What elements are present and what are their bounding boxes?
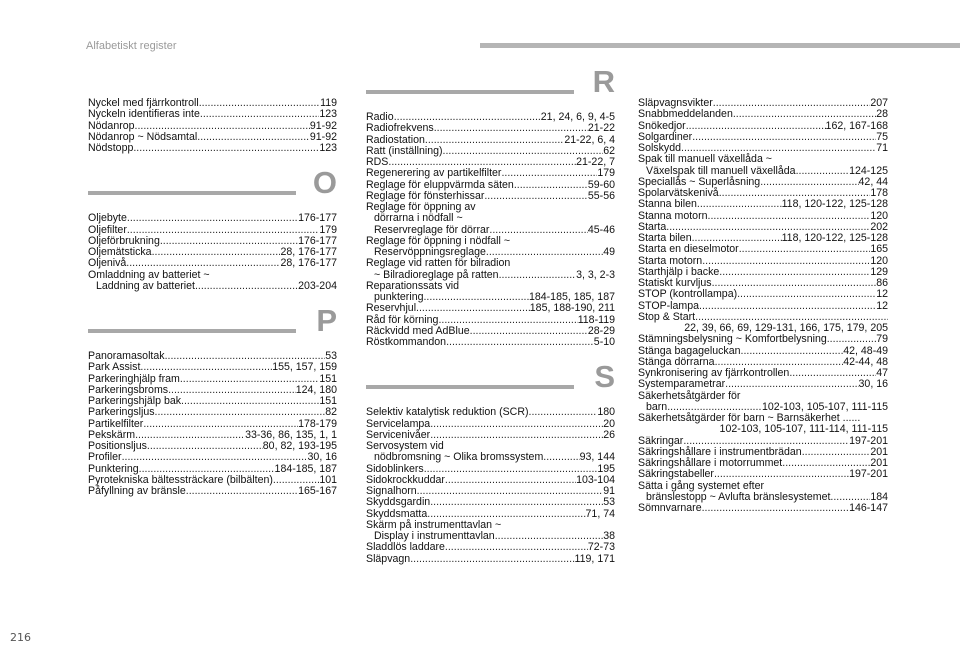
index-pages: 21-22, 7 — [576, 156, 615, 168]
index-term: Reglage för fönsterhissar — [366, 189, 485, 202]
index-pages: 201 — [870, 457, 888, 469]
index-pages: 201 — [870, 445, 888, 458]
dot-leader — [719, 267, 870, 278]
index-pages: 21, 24, 6, 9, 4-5 — [540, 111, 615, 123]
dot-leader — [147, 441, 263, 452]
index-term: Reglage för eluppvärmda säten — [366, 178, 514, 191]
index-term: Stämningsbelysning ~ Komfortbelysning — [638, 333, 827, 346]
index-term: STOP-lampa — [638, 299, 700, 312]
index-term: Panoramasoltak — [88, 350, 165, 362]
index-pages: 179 — [597, 167, 615, 180]
header-title: Alfabetiskt register — [86, 40, 177, 52]
index-entry: Reglage för öppning i nödfall ~ — [366, 234, 511, 247]
index-pages: 20 — [603, 417, 615, 430]
index-term: Starta motorn — [638, 254, 703, 267]
index-entry — [366, 452, 615, 463]
index-pages: 42, 44 — [858, 175, 888, 188]
section-letter: S — [594, 359, 615, 395]
index-pages: 42-44, 48 — [843, 355, 888, 368]
index-term: Sidokrockkuddar — [366, 473, 445, 486]
index-pages: 180 — [597, 406, 615, 419]
index-term: Servicenivåer — [366, 428, 431, 441]
index-term: Parkeringsbroms — [88, 383, 169, 396]
index-term: Sidoblinkers — [366, 462, 424, 475]
index-term: Park Assist — [88, 361, 141, 374]
dot-leader — [741, 346, 844, 357]
index-pages: 207 — [870, 97, 888, 109]
index-term: Sömnvarnare — [638, 502, 702, 514]
index-term: Påfyllning av bränsle — [88, 485, 186, 497]
dot-leader — [160, 236, 298, 247]
index-pages: 124-125 — [849, 164, 888, 177]
index-pages: 120 — [870, 209, 888, 222]
index-entry — [88, 281, 337, 292]
dot-leader — [699, 301, 876, 312]
index-term: Säkringshållare i motorrummet — [638, 457, 783, 469]
index-entry — [638, 503, 888, 514]
index-term: punktering — [374, 291, 424, 303]
index-term: Reservöppningsreglage — [374, 246, 486, 258]
index-term: Röstkommandon — [366, 336, 447, 348]
index-pages: 12 — [876, 299, 888, 312]
index-pages: 28, 176-177 — [280, 246, 337, 258]
index-entry — [638, 469, 888, 480]
index-term: Stop & Start — [638, 310, 696, 323]
index-term: STOP (kontrollampa) — [638, 288, 738, 301]
index-pages: 178 — [870, 187, 888, 199]
index-pages: 123 — [319, 142, 337, 154]
index-pages: 162, 167-168 — [825, 119, 888, 132]
index-term: Skyddsgardin — [366, 496, 431, 509]
index-pages: 151 — [319, 395, 337, 407]
index-pages: 120 — [870, 254, 888, 267]
dot-leader — [168, 385, 296, 396]
index-entry: Reparationssats vid — [366, 279, 460, 292]
index-term: Positionsljus — [88, 440, 147, 452]
index-pages: 5-10 — [593, 336, 615, 348]
index-pages: 21-22, 6, 4 — [564, 133, 615, 146]
index-term: Systemparametrar — [638, 378, 726, 391]
index-pages: 72-73 — [587, 541, 615, 554]
dot-leader — [686, 121, 826, 132]
page-number: 216 — [10, 631, 31, 644]
index-term: bränslestopp ~ Avlufta bränslesystemet — [646, 490, 831, 503]
index-entry: Säkerhetsåtgärder för barn ~ Barnsäkerhet ...... — [638, 412, 861, 424]
dot-leader — [514, 180, 588, 191]
dot-leader — [186, 486, 298, 497]
index-pages: 101 — [319, 473, 337, 486]
dot-leader — [423, 292, 529, 303]
index-term: Parkeringsljus — [88, 406, 155, 419]
index-term: barn — [646, 400, 668, 413]
index-pages: 165 — [870, 243, 888, 256]
index-term: Starthjälp i backe — [638, 265, 720, 278]
index-pages: 184-185, 187 — [274, 462, 337, 475]
section-letter: R — [592, 64, 615, 99]
index-pages: 30, 16 — [858, 378, 888, 391]
index-pages: 176-177 — [298, 212, 337, 225]
index-pages: 79 — [876, 333, 888, 346]
dot-leader — [739, 244, 871, 255]
dot-leader — [127, 213, 298, 224]
index-entry: Spak till manuell växellåda ~ — [638, 153, 772, 166]
index-pages: 91 — [603, 485, 615, 497]
section-divider — [366, 90, 574, 94]
index-pages: 91-92 — [309, 119, 337, 132]
index-term: Stänga dörrarna — [638, 355, 715, 368]
index-term: Starta en dieselmotor — [638, 243, 739, 256]
index-term: Skyddsmatta — [366, 507, 428, 520]
index-term: Säkringar — [638, 434, 684, 447]
dot-leader — [725, 379, 858, 390]
dot-leader — [133, 143, 319, 154]
index-entry: Servosystem vid — [366, 440, 444, 452]
index-entry — [366, 542, 615, 553]
index-term: Parkeringshjälp bak — [88, 395, 182, 407]
index-entry: dörrarna i nödfall ~ — [374, 212, 463, 225]
index-pages: 71, 74 — [585, 507, 615, 520]
dot-leader — [445, 542, 588, 553]
index-pages: 118, 120-122, 125-128 — [781, 232, 888, 244]
index-pages: 197-201 — [849, 468, 888, 481]
index-entry — [638, 244, 888, 255]
index-pages: 82 — [325, 406, 337, 419]
index-term: Säkringshållare i instrumentbrädan — [638, 445, 802, 458]
index-term: Spolarvätskenivå — [638, 187, 719, 199]
dot-leader — [135, 430, 245, 441]
index-term: Servicelampa — [366, 417, 431, 430]
index-pages: 195 — [597, 462, 615, 475]
section-divider — [88, 191, 296, 195]
dot-leader — [470, 326, 588, 337]
index-pages: 93, 144 — [579, 451, 615, 464]
index-pages: 185, 188-190, 211 — [529, 302, 615, 315]
dot-leader — [702, 503, 850, 514]
dot-leader — [434, 123, 588, 134]
index-pages: 184-185, 185, 187 — [528, 291, 615, 303]
index-pages: 49 — [603, 246, 615, 258]
index-term: Växelspak till manuell växellåda — [646, 164, 796, 177]
dot-leader — [200, 109, 319, 120]
header-bar — [480, 43, 960, 48]
index-pages: 123 — [319, 108, 337, 121]
index-term: Ratt (inställning) — [366, 144, 443, 157]
index-term: Råd för körning — [366, 313, 439, 326]
dot-leader — [430, 497, 603, 508]
index-entry: Omladdning av batteriet ~ — [88, 268, 210, 281]
index-term: RDS — [366, 156, 389, 168]
index-term: Solgardiner — [638, 130, 693, 143]
index-entry — [88, 486, 337, 497]
index-term: Solskydd — [638, 142, 681, 154]
index-pages: 197-201 — [849, 434, 888, 447]
section-divider — [88, 329, 296, 333]
dot-leader — [697, 199, 782, 210]
index-term: Oljefilter — [88, 223, 127, 236]
dot-leader — [499, 270, 577, 281]
index-pages: 103-104 — [576, 473, 615, 486]
index-pages: 203-204 — [298, 279, 337, 292]
index-entry: Säkerhetsåtgärder för — [638, 389, 741, 402]
index-pages: 146-147 — [849, 502, 888, 514]
dot-leader — [760, 177, 858, 188]
dot-leader — [713, 98, 871, 109]
index-pages: 202 — [870, 220, 888, 233]
index-term: Starta — [638, 220, 667, 233]
section-divider — [366, 385, 574, 389]
index-entry — [366, 123, 615, 134]
index-entry: Skärm på instrumenttavlan ~ — [366, 518, 502, 531]
index-term: Laddning av batteriet — [96, 279, 195, 292]
dot-leader — [714, 469, 849, 480]
index-pages: 124, 180 — [295, 383, 337, 396]
dot-leader — [195, 281, 298, 292]
index-pages: 176-177 — [298, 234, 337, 247]
section-gap — [88, 292, 337, 305]
section-letter: P — [316, 303, 337, 338]
dot-leader — [446, 337, 594, 348]
dot-leader — [416, 303, 530, 314]
index-entry — [88, 452, 337, 463]
index-pages: 86 — [876, 277, 888, 289]
index-term: Nyckel med fjärrkontroll — [88, 97, 199, 109]
index-term: nödbromsning ~ Olika bromssystem — [374, 451, 544, 464]
index-column-middle — [366, 66, 615, 565]
dot-leader — [495, 531, 604, 542]
dot-leader — [430, 419, 603, 430]
index-term: Pyrotekniska bältessträckare (bilbälten) — [88, 473, 273, 486]
index-entry — [638, 211, 888, 222]
index-entry: Reglage vid ratten för bilradion — [366, 257, 511, 270]
index-entry — [88, 109, 337, 120]
index-entry-pages: 22, 39, 66, 69, 129-131, 166, 175, 179, 205 — [684, 322, 888, 334]
dot-leader — [484, 191, 588, 202]
index-pages: 165-167 — [298, 485, 337, 497]
index-entry — [638, 379, 888, 390]
index-pages: 151 — [319, 372, 337, 385]
dot-leader — [702, 256, 870, 267]
dot-leader — [410, 554, 574, 565]
index-entry — [88, 407, 337, 418]
index-term: Radiostation — [366, 133, 425, 146]
index-term: Oljenivå — [88, 257, 127, 270]
index-pages: 118-119 — [577, 313, 615, 326]
index-entry — [366, 168, 615, 179]
index-term: Reservhjul — [366, 302, 417, 315]
index-pages: 28-29 — [587, 324, 615, 337]
index-term: Pekskärm — [88, 428, 136, 441]
dot-leader — [529, 407, 598, 418]
index-pages: 102-103, 105-107, 111-115 — [761, 400, 888, 413]
dot-leader — [122, 452, 308, 463]
dot-leader — [737, 289, 876, 300]
index-pages: 179 — [319, 223, 337, 236]
index-pages: 26 — [603, 428, 615, 441]
index-pages: 184 — [870, 490, 888, 503]
index-pages: 59-60 — [587, 178, 615, 191]
index-term: Punktering — [88, 462, 139, 475]
index-entry — [638, 289, 888, 300]
dot-leader — [543, 452, 579, 463]
index-entry — [638, 199, 888, 210]
index-column-right — [638, 98, 888, 514]
index-term: Reservreglage för dörrar — [374, 223, 490, 236]
index-entry — [366, 337, 615, 348]
index-entry: Sätta i gång systemet efter — [638, 479, 765, 492]
index-pages: 38 — [603, 530, 615, 542]
index-pages: 80, 82, 193-195 — [262, 440, 337, 452]
index-pages: 53 — [603, 496, 615, 509]
index-term: Säkringstabeller — [638, 468, 714, 481]
dot-leader — [796, 166, 850, 177]
section-letter: O — [312, 165, 337, 201]
index-pages: 119 — [320, 97, 337, 109]
section-gap — [88, 154, 337, 167]
index-term: Oljeförbrukning — [88, 234, 160, 247]
index-pages: 21-22 — [587, 122, 615, 135]
index-term: Selektiv katalytisk reduktion (SCR) — [366, 406, 529, 419]
index-entry — [88, 441, 337, 452]
index-term: Släpvagnsvikter — [638, 97, 713, 109]
index-pages: 12 — [876, 288, 888, 301]
index-pages: 30, 16 — [307, 451, 337, 464]
index-pages: 28, 176-177 — [280, 257, 337, 270]
section-header — [88, 167, 337, 211]
index-term: Nödanrop — [88, 119, 135, 132]
index-entry — [366, 497, 615, 508]
index-pages: 55-56 — [587, 189, 615, 202]
index-pages: 91-92 — [309, 130, 337, 143]
dot-leader — [708, 211, 871, 222]
index-pages: 118, 120-122, 125-128 — [781, 198, 888, 211]
index-entry: Reglage för öppning av — [366, 201, 476, 213]
index-term: Speciallås ~ Superlåsning — [638, 175, 761, 188]
dot-leader — [424, 464, 598, 475]
index-term: Statiskt kurvljus — [638, 277, 712, 289]
dot-leader — [199, 98, 320, 109]
section-header — [366, 66, 615, 110]
index-term: Nödstopp — [88, 142, 134, 154]
dot-leader — [155, 407, 326, 418]
index-term: Synkronisering av fjärrkontrollen — [638, 367, 790, 379]
index-term: Sladdlös laddare — [366, 541, 445, 554]
index-term: Regenerering av partikelfilter — [366, 167, 502, 180]
dot-leader — [827, 334, 876, 345]
dot-leader — [417, 486, 604, 497]
index-term: ~ Bilradioreglage på ratten — [374, 268, 499, 281]
index-term: Räckvidd med AdBlue — [366, 324, 470, 337]
dot-leader — [425, 135, 564, 146]
index-term: Oljemätsticka — [88, 246, 152, 258]
dot-leader — [197, 132, 310, 143]
index-term: Stanna bilen — [638, 198, 697, 211]
index-entry — [88, 258, 337, 269]
index-term: Snökedjor — [638, 119, 686, 132]
section-header — [88, 305, 337, 349]
index-pages: 3, 3, 2-3 — [576, 268, 615, 281]
index-term: Släpvagn — [366, 552, 411, 565]
index-entry — [638, 334, 888, 345]
index-column-left — [88, 98, 337, 497]
index-term: Oljebyte — [88, 212, 127, 225]
index-entry — [366, 407, 615, 418]
index-entry — [88, 143, 337, 154]
dot-leader — [430, 430, 603, 441]
index-term: Stanna motorn — [638, 209, 708, 222]
index-pages: 47 — [876, 367, 888, 379]
dot-leader — [445, 475, 576, 486]
dot-leader — [152, 247, 281, 258]
index-pages: 45-46 — [587, 223, 615, 236]
index-term: Radiofrekvens — [366, 122, 434, 135]
index-term: Parkeringhjälp fram — [88, 372, 180, 385]
index-term: Radio — [366, 111, 394, 123]
index-pages: 42, 48-49 — [843, 344, 888, 357]
index-entry — [88, 213, 337, 224]
dot-leader — [802, 447, 871, 458]
index-entry — [638, 109, 888, 120]
index-entry — [366, 303, 615, 314]
dot-leader — [140, 362, 272, 373]
dot-leader — [126, 258, 280, 269]
index-pages: 75 — [876, 130, 888, 143]
dot-leader — [181, 396, 319, 407]
index-pages: 71 — [876, 142, 888, 154]
index-term: Snabbmeddelanden — [638, 108, 733, 121]
index-term: Nyckeln identifieras inte — [88, 108, 200, 121]
index-term: Signalhorn — [366, 485, 417, 497]
index-term: Starta bilen — [638, 232, 692, 244]
index-term: Display i instrumenttavlan — [374, 530, 495, 542]
index-pages: 33-36, 86, 135, 1, 1 — [245, 428, 337, 441]
index-term: Nödanrop ~ Nödsamtal — [88, 130, 198, 143]
dot-leader — [501, 168, 597, 179]
index-term: Partikelfilter — [88, 417, 144, 430]
index-pages: 28 — [876, 108, 888, 121]
section-gap — [366, 348, 615, 361]
index-pages: 119, 171 — [574, 552, 615, 565]
index-entry — [366, 554, 615, 565]
index-term: Stänga bagageluckan — [638, 344, 741, 357]
index-pages: 62 — [603, 144, 615, 157]
index-pages: 129 — [870, 265, 888, 278]
index-entry-pages: 102-103, 105-107, 111-114, 111-115 — [719, 423, 888, 436]
section-header — [366, 361, 615, 405]
dot-leader — [692, 132, 876, 143]
index-pages: 178-179 — [298, 417, 337, 430]
index-pages: 155, 157, 159 — [272, 361, 337, 374]
index-entry — [88, 362, 337, 373]
index-term: Profiler — [88, 451, 122, 464]
dot-leader — [733, 109, 876, 120]
index-pages: 53 — [325, 350, 337, 362]
